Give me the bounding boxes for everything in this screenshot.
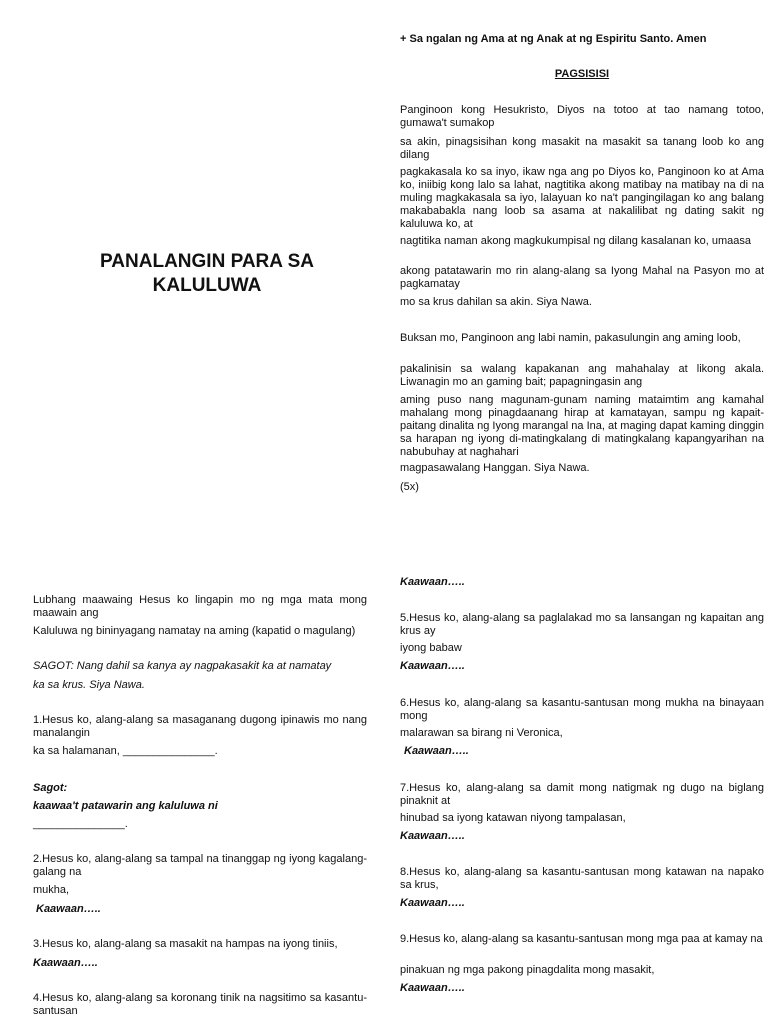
response-kaawaan: Kaawaan….. — [36, 903, 101, 915]
litany-item: ka sa halamanan, _______________. — [33, 745, 218, 757]
response-kaawaan: Kaawaan….. — [400, 982, 465, 994]
section-heading-pagsisisi: PAGSISISI — [554, 68, 610, 80]
litany-item: 1.Hesus ko, alang-alang sa masaganang dugong ipinawis mo nang manalangin — [33, 714, 367, 739]
paragraph: mo sa krus dahilan sa akin. Siya Nawa. — [400, 296, 592, 308]
paragraph: aming puso nang magunam-gunam naming mataimtim ang kamahal mahalang mong pinagdaanang hirap at kamatayan, sampu ng kapait-paitang dinalita ng Iyong marangal na Ina, at maging dapat kaming dinggin sa harapan ng iyong di-matingkalang di matingkalang kapangyarihan na nabubuhay at naghahari — [400, 394, 764, 458]
paragraph: akong patatawarin mo rin alang-alang sa Iyong Mahal na Pasyon mo at pagkamatay — [400, 265, 764, 290]
litany-item: 5.Hesus ko, alang-alang sa paglalakad mo sa lansangan ng kapaitan ang krus ay — [400, 612, 764, 637]
response-kaawaan: Kaawaan….. — [400, 830, 465, 842]
paragraph: pagkakasala ko sa inyo, ikaw nga ang po Diyos ko, Panginoon ko at Ama ko, iniibig kong lalo sa lahat, nagtitika akong matibay na matibay na di na muling magkakasala sa iyo, lalayuan ko na't pangingilagan ko ang balang makababakla nang loob sa asama at nakalilibat ng dating sakit ng kaluluwa ko, at — [400, 166, 764, 230]
paragraph: pakalinisin sa walang kapakanan ang mahahalay at likong akala. Liwanagin mo an gaming bait; papagningasin ang — [400, 363, 764, 388]
litany-item: 8.Hesus ko, alang-alang sa kasantu-santusan mong katawan na napako sa krus, — [400, 866, 764, 891]
response-kaawaan: Kaawaan….. — [33, 957, 98, 969]
intro-text: Lubhang maawaing Hesus ko lingapin mo ng mga mata mong maawain ang — [33, 594, 367, 619]
litany-item: 2.Hesus ko, alang-alang sa tampal na tinanggap ng iyong kagalang-galang na — [33, 853, 367, 878]
response-text: kaawaa't patawarin ang kaluluwa ni — [33, 800, 218, 812]
paragraph: nagtitika naman akong magkukumpisal ng dilang kasalanan ko, umaasa — [400, 235, 751, 247]
response-text: ka sa krus. Siya Nawa. — [33, 679, 145, 691]
cover-title-line1: PANALANGIN PARA SA — [100, 251, 314, 272]
cover-title-line2: KALULUWA — [152, 275, 262, 296]
paragraph: sa akin, pinagsisihan kong masakit na masakit sa tanang loob ko ang dilang — [400, 136, 764, 161]
name-blank: _______________. — [33, 818, 128, 830]
response-kaawaan: Kaawaan….. — [400, 660, 465, 672]
paragraph: Buksan mo, Panginoon ang labi namin, pakasulungin ang aming loob, — [400, 332, 741, 344]
sign-of-cross: + Sa ngalan ng Ama at ng Anak at ng Espiritu Santo. Amen — [400, 33, 707, 45]
intro-text: Kaluluwa ng bininyagang namatay na aming (kapatid o magulang) — [33, 625, 356, 637]
paragraph: Panginoon kong Hesukristo, Diyos na totoo at tao namang totoo, gumawa't sumakop — [400, 104, 764, 129]
litany-item: 3.Hesus ko, alang-alang sa masakit na hampas na iyong tiniis, — [33, 938, 338, 950]
response-label: Sagot: — [33, 782, 68, 794]
response-text: SAGOT: Nang dahil sa kanya ay nagpakasakit ka at namatay — [33, 660, 332, 672]
litany-item: 9.Hesus ko, alang-alang sa kasantu-santusan mong mga paa at kamay na — [400, 933, 763, 945]
litany-item: pinakuan ng mga pakong pinagdalita mong masakit, — [400, 964, 655, 976]
paragraph: (5x) — [400, 481, 419, 493]
litany-item: 7.Hesus ko, alang-alang sa damit mong natigmak ng dugo na biglang pinaknit at — [400, 782, 764, 807]
cover-title — [62, 250, 352, 298]
litany-item: iyong babaw — [400, 642, 462, 654]
litany-item: mukha, — [33, 884, 70, 896]
response-kaawaan: Kaawaan….. — [404, 745, 469, 757]
litany-item: hinubad sa iyong katawan niyong tampalasan, — [400, 812, 626, 824]
litany-item: 4.Hesus ko, alang-alang sa koronang tinik na nagsitimo sa kasantu-santusan — [33, 992, 367, 1017]
paragraph: magpasawalang Hanggan. Siya Nawa. — [400, 462, 590, 474]
response-kaawaan: Kaawaan….. — [400, 576, 465, 588]
response-kaawaan: Kaawaan….. — [400, 897, 465, 909]
litany-item: 6.Hesus ko, alang-alang sa kasantu-santusan mong mukha na binayaan mong — [400, 697, 764, 722]
litany-item: malarawan sa birang ni Veronica, — [400, 727, 563, 739]
